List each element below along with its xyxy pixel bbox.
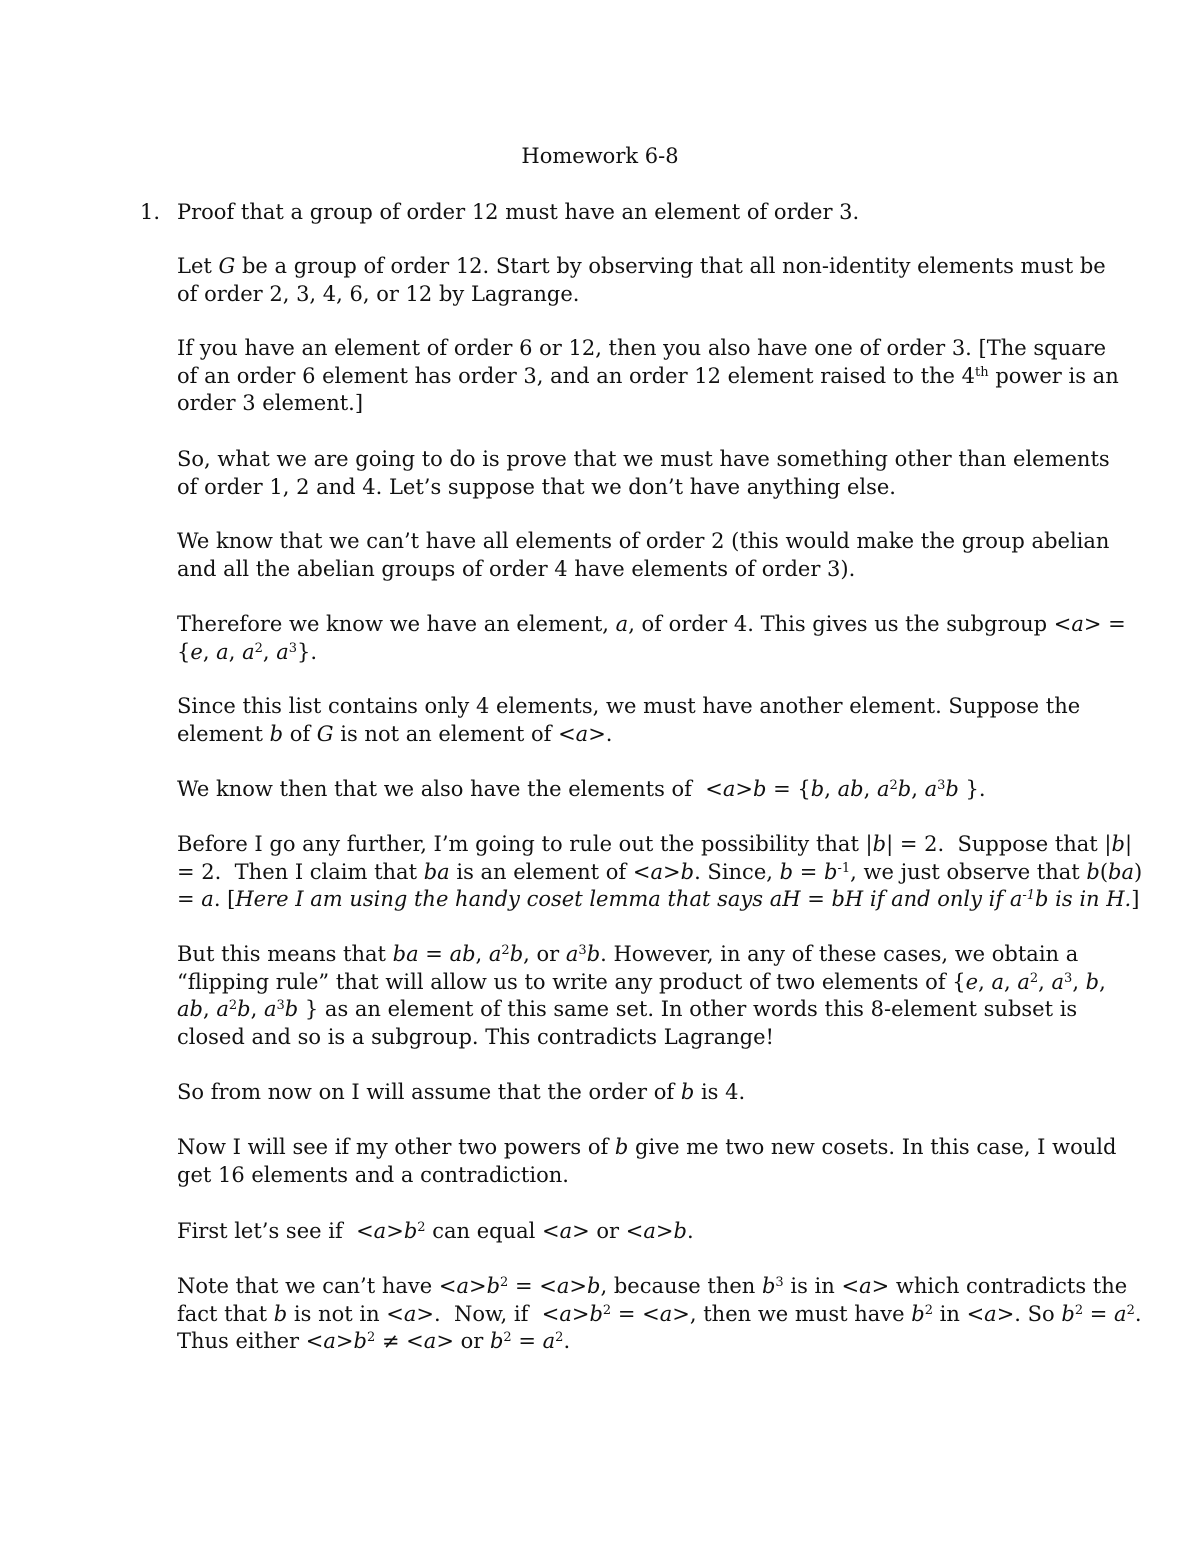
text-line: But this means that ba = ab, $a^2b$, or $a^3b$. However, in any of these cases, we obtain a [177, 942, 1079, 966]
text-line: So, what we are going to do is prove that we must have something other than elements [177, 447, 1110, 471]
text-line: We know that we can’t have all elements of order 2 (this would make the group abelian [177, 529, 1110, 553]
text-line: If you have an element of order 6 or 12, then you also have one of order 3. [The square [177, 336, 1107, 360]
text-line: closed and so is a subgroup. This contradicts Lagrange! [177, 1024, 774, 1049]
text-line: Before I go any further, I’m going to rule out the possibility that |b| = 2. Suppose that |b| [177, 832, 1133, 856]
paragraph [177, 253, 1106, 308]
paragraph [177, 941, 1106, 1051]
text-line: order 3 element.] [177, 391, 364, 415]
text-line: Therefore we know we have an element, a, of order 4. This gives us the subgroup <a> = [177, 612, 1126, 636]
text-line: {e, a, $a^2$, $a^3$}. [177, 639, 318, 664]
text-line: We know then that we also have the elements of <a>b = {b, ab, $a^2b$, $a^3b$ }. [177, 777, 986, 801]
text-line: and all the abelian groups of order 4 have elements of order 3). [177, 556, 856, 581]
paragraph [177, 1134, 1117, 1189]
text-line: Now I will see if my other two powers of b give me two new cosets. In this case, I would [177, 1135, 1117, 1159]
text-line: = a. [Here I am using the handy coset lemma that says aH = bH if and only if $a^{-1}b$ is in H.] [177, 887, 1140, 911]
text-line: First let’s see if $<a>b^2$ can equal <a> or <a>b. [177, 1219, 694, 1243]
problem-statement: Proof that a group of order 12 must have an element of order 3. [177, 200, 860, 224]
text-line: fact that b is not in <a>. Now, if $<a>b^2 = <a>$, then we must have $b^2$ in <a>. So $b^2 = a^2$. [177, 1301, 1142, 1326]
text-line: So from now on I will assume that the order of b is 4. [177, 1080, 746, 1104]
paragraph [177, 611, 1126, 666]
text-line: “flipping rule” that will allow us to write any product of two elements of {e, a, $a^2$, $a^3$, b, [177, 969, 1106, 994]
text-line: element b of G is not an element of <a>. [177, 721, 613, 746]
paragraph [177, 1273, 1142, 1356]
text-line: Since this list contains only 4 elements, we must have another element. Suppose the [177, 694, 1081, 718]
problem-number: 1. [140, 200, 161, 224]
text-line: = 2. Then I claim that ba is an element of <a>b. Since, $b = b^{-1}$, we just observe that b(ba) [177, 859, 1143, 884]
text-line: Thus either $<a>b^2 \ne <a>$ or $b^2 = a^2$. [177, 1329, 571, 1353]
paragraph [177, 446, 1110, 501]
text-line: Let G be a group of order 12. Start by observing that all non-identity elements must be [177, 254, 1106, 278]
paragraph [177, 335, 1119, 418]
text-line: of order 2, 3, 4, 6, or 12 by Lagrange. [177, 281, 580, 306]
text-line: of order 1, 2 and 4. Let’s suppose that we don’t have anything else. [177, 474, 896, 499]
paragraph [177, 1218, 1077, 1246]
page-title: Homework 6-8 [521, 144, 679, 168]
paragraph [177, 1079, 1077, 1107]
paragraph [177, 693, 1081, 748]
paragraph [177, 776, 1077, 804]
text-line: Note that we can’t have $<a>b^2 = <a>b$, because then $b^3$ is in <a> which contradicts the [177, 1274, 1128, 1298]
paragraph [177, 831, 1143, 914]
text-line: get 16 elements and a contradiction. [177, 1162, 569, 1187]
paragraph [177, 528, 1110, 583]
text-line: ab, $a^2b$, $a^3b$ } as an element of this same set. In other words this 8-element subset is [177, 997, 1078, 1021]
text-line: of an order 6 element has order 3, and an order 12 element raised to the 4th power is an [177, 363, 1119, 388]
